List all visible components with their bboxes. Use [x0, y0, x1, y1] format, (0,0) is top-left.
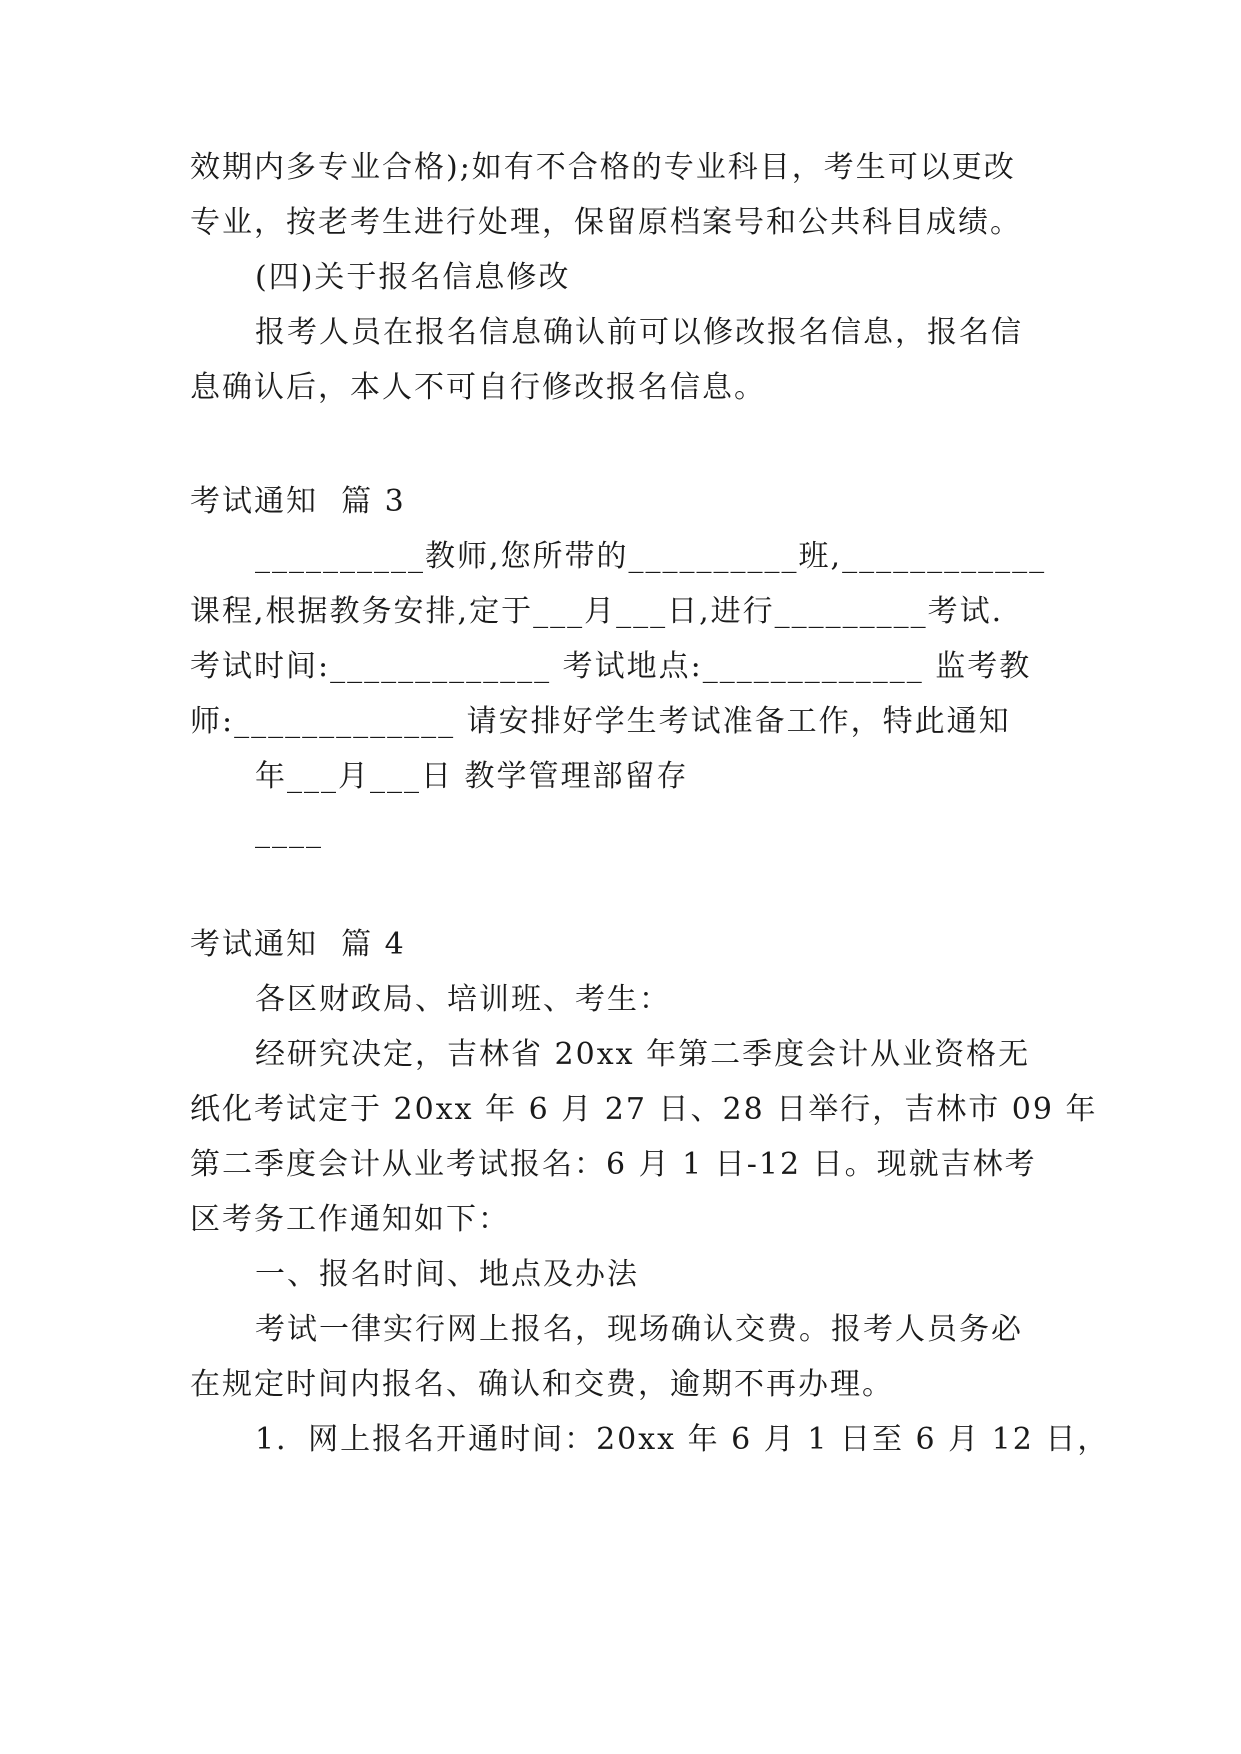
- paragraph-line: 考试一律实行网上报名，现场确认交费。报考人员务必: [255, 1312, 1023, 1347]
- paragraph-line: 区考务工作通知如下：: [190, 1202, 510, 1237]
- paragraph-line: ____: [255, 814, 323, 849]
- paragraph-line: 专业，按老考生进行处理，保留原档案号和公共科目成绩。: [190, 205, 1022, 240]
- paragraph-line: 经研究决定，吉林省 20xx 年第二季度会计从业资格无: [255, 1037, 1031, 1072]
- paragraph-line: 1．网上报名开通时间：20xx 年 6 月 1 日至 6 月 12 日，: [255, 1422, 1110, 1457]
- paragraph-line: 效期内多专业合格);如有不合格的专业科目，考生可以更改: [190, 150, 1016, 185]
- paragraph-line: 考试时间:_____________ 考试地点:_____________ 监考教: [190, 649, 1032, 684]
- paragraph-line: 报考人员在报名信息确认前可以修改报名信息，报名信: [255, 315, 1023, 350]
- paragraph-line: 第二季度会计从业考试报名：6 月 1 日-12 日。现就吉林考: [190, 1147, 1037, 1182]
- paragraph-line: 息确认后，本人不可自行修改报名信息。: [190, 370, 766, 405]
- paragraph-line: 各区财政局、培训班、考生：: [255, 982, 671, 1017]
- paragraph-line: 纸化考试定于 20xx 年 6 月 27 日、28 日举行，吉林市 09 年: [190, 1092, 1098, 1127]
- paragraph-line: __________教师,您所带的__________班,____________: [255, 539, 1047, 574]
- paragraph-line: 在规定时间内报名、确认和交费，逾期不再办理。: [190, 1367, 894, 1402]
- paragraph-line: 课程,根据教务安排,定于___月___日,进行_________考试.: [190, 594, 1004, 629]
- subsection-heading: 一、报名时间、地点及办法: [255, 1257, 639, 1292]
- section-heading: 考试通知 篇 4: [190, 927, 406, 962]
- paragraph-line: 年___月___日 教学管理部留存: [255, 759, 689, 794]
- subsection-heading: (四)关于报名信息修改: [255, 260, 571, 295]
- paragraph-line: 师:_____________ 请安排好学生考试准备工作，特此通知: [190, 704, 1011, 739]
- section-heading: 考试通知 篇 3: [190, 484, 406, 519]
